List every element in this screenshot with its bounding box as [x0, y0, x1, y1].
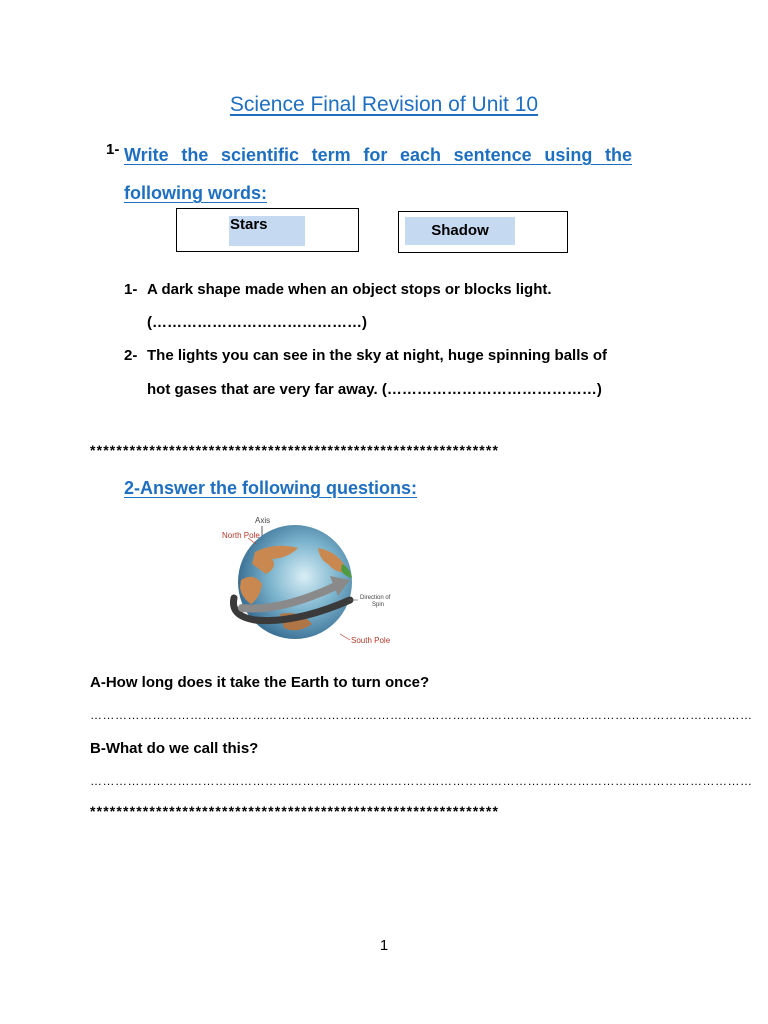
item-1-text: A dark shape made when an object stops or blocks light. [147, 281, 552, 298]
axis-label: Axis [255, 516, 271, 525]
separator-line: ************************************************************** [90, 442, 500, 458]
item-2-text-cont: hot gases that are very far away. (……………………………………) [147, 381, 602, 398]
question-2-heading: 2-Answer the following questions: [124, 478, 418, 498]
earth-rotation-diagram [200, 512, 400, 655]
item-2-number: 2- [124, 347, 138, 364]
item-1-blank: (……………………………………) [147, 314, 367, 331]
page-title: Science Final Revision of Unit 10 [229, 93, 539, 116]
answer-line-b: …………………………………………………………………………………………………………………………………………… [90, 774, 753, 788]
word-stars: Stars [229, 216, 305, 246]
answer-line-a: …………………………………………………………………………………………………………………………………………… [90, 708, 753, 722]
separator-line-bottom: ************************************************************** [90, 803, 500, 819]
word-box-stars [176, 208, 359, 252]
page-number: 1 [379, 937, 389, 954]
direction-of-spin-label-2: Spin [372, 602, 385, 608]
direction-of-spin-label: Direction of [360, 595, 391, 601]
north-pole-label: North Pole [222, 531, 260, 540]
south-pole-label: South Pole [351, 636, 391, 645]
question-2b-text: B-What do we call this? [90, 740, 259, 757]
item-1-number: 1- [124, 281, 138, 298]
question-1-heading: Write the scientific term for each sentence using the following words: [124, 145, 632, 203]
word-shadow: Shadow [405, 217, 515, 245]
question-2a-text: A-How long does it take the Earth to turn once? [90, 674, 430, 691]
question-1-number: 1- [106, 141, 120, 158]
word-box-shadow [398, 211, 568, 253]
item-2-text: The lights you can see in the sky at night, huge spinning balls of [147, 347, 608, 364]
